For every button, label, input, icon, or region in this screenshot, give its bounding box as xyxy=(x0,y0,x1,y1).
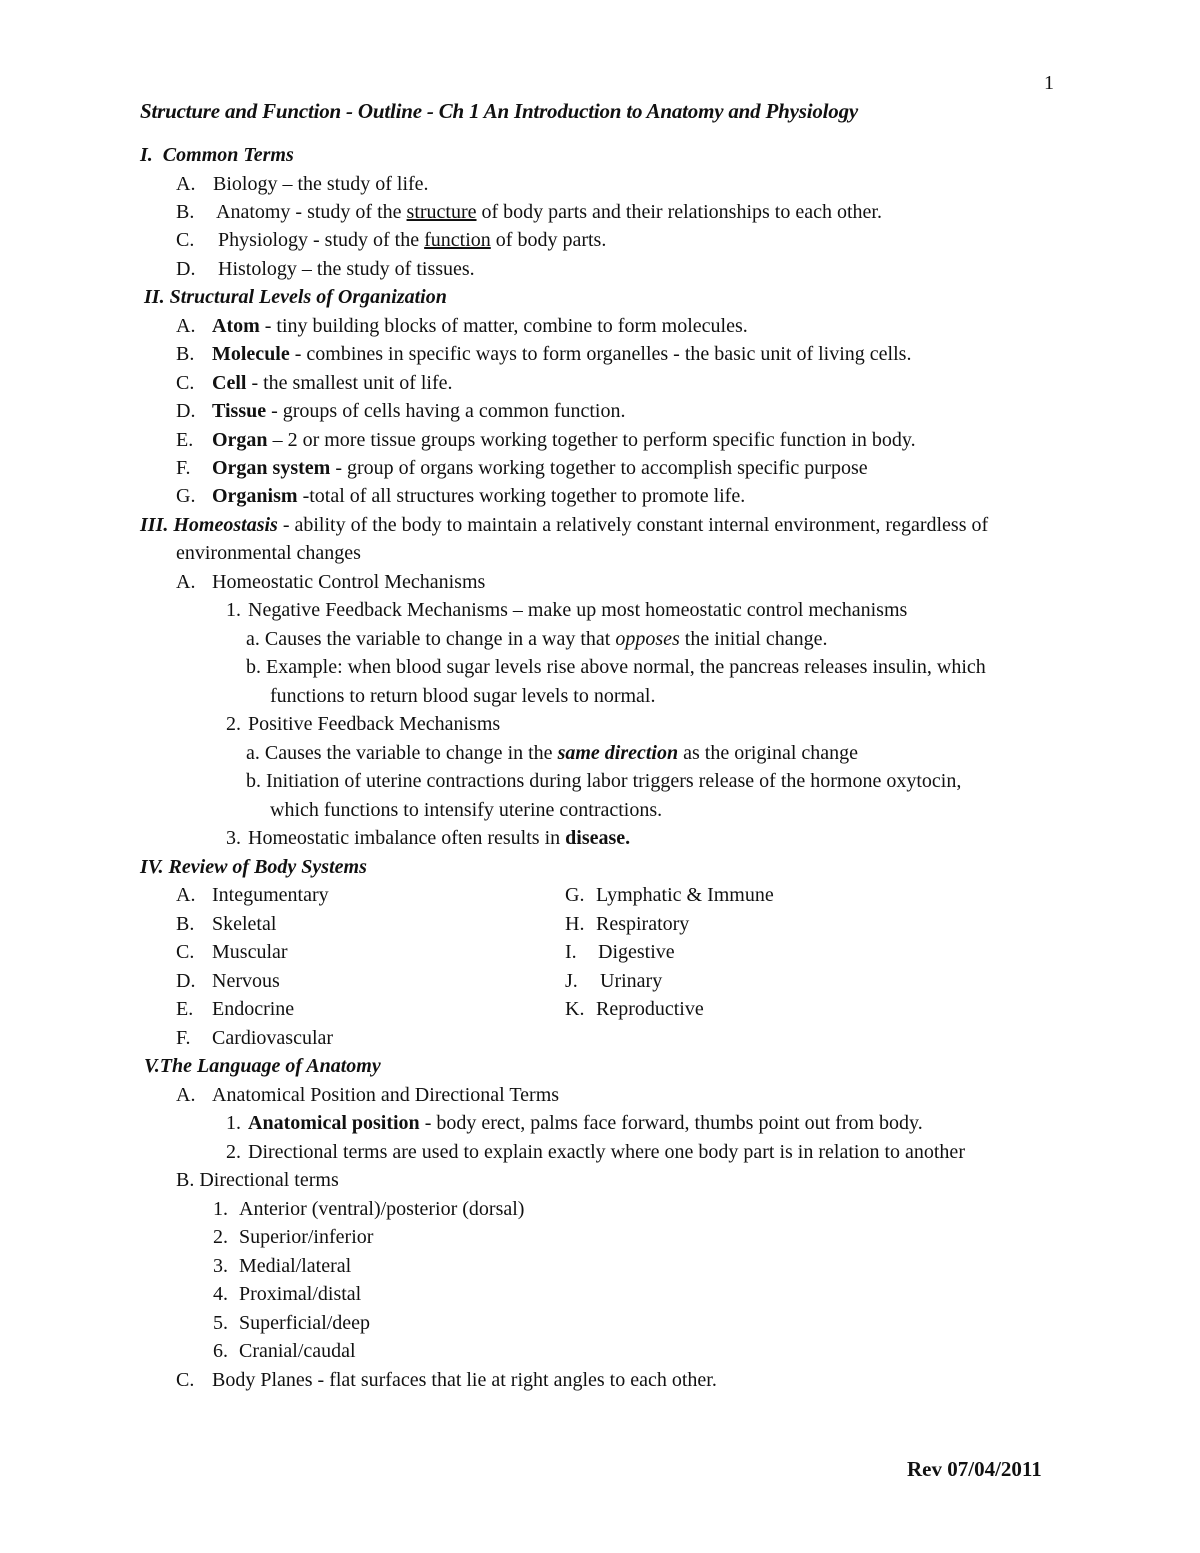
item-text: – 2 or more tissue groups working together to perform specific function in body. xyxy=(267,429,916,451)
list-item xyxy=(213,1280,361,1308)
list-item xyxy=(176,226,606,254)
item-text: Homeostatic imbalance often results in xyxy=(248,827,566,849)
list-item xyxy=(176,967,280,995)
bold-term: Cell xyxy=(212,372,247,394)
item-text: Muscular xyxy=(212,941,288,963)
section-i-heading xyxy=(140,141,294,169)
bold-term: Organ xyxy=(212,429,268,451)
list-item xyxy=(226,1109,923,1137)
underlined-term: structure xyxy=(406,201,477,223)
item-text: Integumentary xyxy=(212,884,329,906)
item-text: a. Causes the variable to change in a way that xyxy=(246,628,616,650)
italic-term: same direction xyxy=(557,742,679,764)
list-item xyxy=(213,1337,356,1365)
list-marker: G. xyxy=(565,884,585,906)
item-text: Physiology - study of the xyxy=(218,229,425,251)
list-item: b. Initiation of uterine contractions during labor triggers release of the hormone oxytocin, xyxy=(246,770,962,792)
section-iv-heading xyxy=(140,853,367,881)
list-item xyxy=(176,910,276,938)
item-text: as the original change xyxy=(678,742,859,764)
item-text: the initial change. xyxy=(679,628,828,650)
list-item xyxy=(565,938,675,966)
section-iv-title: Review of Body Systems xyxy=(168,856,367,878)
item-text: Urinary xyxy=(600,970,663,992)
revision-footer: Rev 07/04/2011 xyxy=(907,1457,1042,1481)
list-marker: F. xyxy=(176,457,191,479)
item-text: Cranial/caudal xyxy=(239,1340,356,1362)
item-text: - body erect, palms face forward, thumbs point out from body. xyxy=(419,1112,923,1134)
list-marker: D. xyxy=(176,258,196,280)
italic-term: opposes xyxy=(615,628,680,650)
item-text: of body parts and their relationships to each other. xyxy=(476,201,882,223)
section-ii-heading xyxy=(144,283,447,311)
item-text: -total of all structures working together to promote life. xyxy=(297,485,746,507)
section-v-label: V. xyxy=(144,1055,160,1077)
item-text: Body Planes - flat surfaces that lie at right angles to each other. xyxy=(212,1369,717,1391)
item-text: Superior/inferior xyxy=(239,1226,374,1248)
list-marker: C. xyxy=(176,1369,195,1391)
list-item xyxy=(176,995,294,1023)
list-item xyxy=(213,1309,370,1337)
list-item xyxy=(176,397,625,425)
list-marker: B. xyxy=(176,201,195,223)
list-item xyxy=(213,1252,351,1280)
section-v-heading xyxy=(144,1052,381,1080)
list-item xyxy=(176,1024,333,1052)
list-item xyxy=(565,881,774,909)
list-item xyxy=(176,1366,717,1394)
list-item xyxy=(226,1138,965,1166)
underlined-term: function xyxy=(424,229,491,251)
list-item xyxy=(176,198,882,226)
item-text: Skeletal xyxy=(212,913,277,935)
bold-term: Anatomical position xyxy=(248,1112,420,1134)
section-ii-title: Structural Levels of Organization xyxy=(169,286,447,308)
list-item xyxy=(226,596,907,624)
list-marker: J. xyxy=(565,970,578,992)
list-marker: F. xyxy=(176,1027,191,1049)
item-text: - combines in specific ways to form organelles - the basic unit of living cells. xyxy=(289,343,912,365)
section-ii-label: II. xyxy=(144,286,165,308)
item-text: - tiny building blocks of matter, combine to form molecules. xyxy=(259,315,748,337)
item-text: Lymphatic & Immune xyxy=(596,884,774,906)
section-iii-title: Homeostasis xyxy=(173,514,278,536)
item-text: Anatomy - study of the xyxy=(216,201,407,223)
list-marker: 1. xyxy=(226,599,241,621)
list-marker: 2. xyxy=(226,713,241,735)
list-item xyxy=(176,938,288,966)
item-text: Respiratory xyxy=(596,913,690,935)
list-item xyxy=(176,340,911,368)
list-marker: 6. xyxy=(213,1340,228,1362)
list-item-cont: which functions to intensify uterine contractions. xyxy=(270,799,663,821)
section-i-title: Common Terms xyxy=(162,144,294,166)
item-text: Histology – the study of tissues. xyxy=(218,258,475,280)
list-item-cont: functions to return blood sugar levels to normal. xyxy=(270,685,656,707)
list-item xyxy=(565,995,704,1023)
list-item xyxy=(213,1223,373,1251)
section-iii-label: III. xyxy=(140,514,169,536)
item-text: Directional terms are used to explain exactly where one body part is in relation to another xyxy=(248,1141,965,1163)
section-i-label: I. xyxy=(140,144,153,166)
item-text: Negative Feedback Mechanisms – make up most homeostatic control mechanisms xyxy=(248,599,908,621)
list-item xyxy=(246,739,858,767)
list-marker: G. xyxy=(176,485,196,507)
list-marker: 1. xyxy=(213,1198,228,1220)
list-item xyxy=(176,482,745,510)
list-item xyxy=(226,824,630,852)
item-text: Endocrine xyxy=(212,998,295,1020)
item-text: - group of organs working together to accomplish specific purpose xyxy=(330,457,868,479)
item-text: - groups of cells having a common function. xyxy=(266,400,626,422)
list-marker: 2. xyxy=(226,1141,241,1163)
list-marker: K. xyxy=(565,998,585,1020)
list-item xyxy=(565,910,689,938)
list-marker: 1. xyxy=(226,1112,241,1134)
list-marker: E. xyxy=(176,998,194,1020)
section-iv-label: IV. xyxy=(140,856,164,878)
bold-term: Organism xyxy=(212,485,298,507)
item-text: Proximal/distal xyxy=(239,1283,362,1305)
list-item xyxy=(176,255,475,283)
list-marker: D. xyxy=(176,400,196,422)
list-item: B. Directional terms xyxy=(176,1169,339,1191)
list-item xyxy=(565,967,662,995)
list-marker: E. xyxy=(176,429,194,451)
list-item xyxy=(176,312,748,340)
list-item xyxy=(176,426,916,454)
list-marker: 2. xyxy=(213,1226,228,1248)
list-marker: A. xyxy=(176,884,196,906)
list-marker: B. xyxy=(176,913,195,935)
bold-term: disease xyxy=(565,827,626,849)
document-title: Structure and Function - Outline - Ch 1 An Introduction to Anatomy and Physiology xyxy=(140,99,858,123)
list-item xyxy=(176,881,329,909)
list-marker: A. xyxy=(176,315,196,337)
section-iii-heading xyxy=(140,511,988,539)
list-marker: I. xyxy=(565,941,577,963)
item-text: Reproductive xyxy=(596,998,704,1020)
list-marker: B. xyxy=(176,343,195,365)
list-item xyxy=(213,1195,524,1223)
item-text: Cardiovascular xyxy=(212,1027,334,1049)
list-item xyxy=(176,568,485,596)
list-marker: A. xyxy=(176,1084,196,1106)
item-text: Nervous xyxy=(212,970,280,992)
list-marker: A. xyxy=(176,173,196,195)
list-marker: D. xyxy=(176,970,196,992)
bold-term: Atom xyxy=(212,315,260,337)
section-iii-definition: - ability of the body to maintain a relatively constant internal environment, regardless of xyxy=(277,514,989,536)
list-marker: 5. xyxy=(213,1312,228,1334)
list-item xyxy=(246,625,828,653)
list-item xyxy=(176,369,453,397)
item-text: Superficial/deep xyxy=(239,1312,371,1334)
list-item xyxy=(176,454,868,482)
item-text: Anterior (ventral)/posterior (dorsal) xyxy=(239,1198,525,1220)
item-text: a. Causes the variable to change in the xyxy=(246,742,558,764)
item-text: . xyxy=(625,827,631,849)
list-marker: 3. xyxy=(226,827,241,849)
bold-term: Molecule xyxy=(212,343,290,365)
list-item: b. Example: when blood sugar levels rise above normal, the pancreas releases insulin, which xyxy=(246,656,986,678)
item-text: Medial/lateral xyxy=(239,1255,352,1277)
list-item xyxy=(226,710,500,738)
list-item xyxy=(176,1081,559,1109)
item-text: Digestive xyxy=(598,941,675,963)
list-marker: C. xyxy=(176,941,195,963)
section-iii-definition-cont: environmental changes xyxy=(176,542,361,564)
list-item xyxy=(176,170,429,198)
item-text: - the smallest unit of life. xyxy=(246,372,453,394)
list-marker: C. xyxy=(176,229,195,251)
item-text: Positive Feedback Mechanisms xyxy=(248,713,501,735)
list-marker: 3. xyxy=(213,1255,228,1277)
page-number: 1 xyxy=(1044,72,1054,94)
list-marker: 4. xyxy=(213,1283,228,1305)
bold-term: Tissue xyxy=(212,400,267,422)
list-marker: H. xyxy=(565,913,585,935)
item-text: Homeostatic Control Mechanisms xyxy=(212,571,486,593)
item-text: of body parts. xyxy=(490,229,607,251)
item-text: Anatomical Position and Directional Terms xyxy=(212,1084,560,1106)
list-marker: A. xyxy=(176,571,196,593)
bold-term: Organ system xyxy=(212,457,331,479)
item-text: Biology – the study of life. xyxy=(213,173,429,195)
section-v-title: The Language of Anatomy xyxy=(159,1055,381,1077)
list-marker: C. xyxy=(176,372,195,394)
